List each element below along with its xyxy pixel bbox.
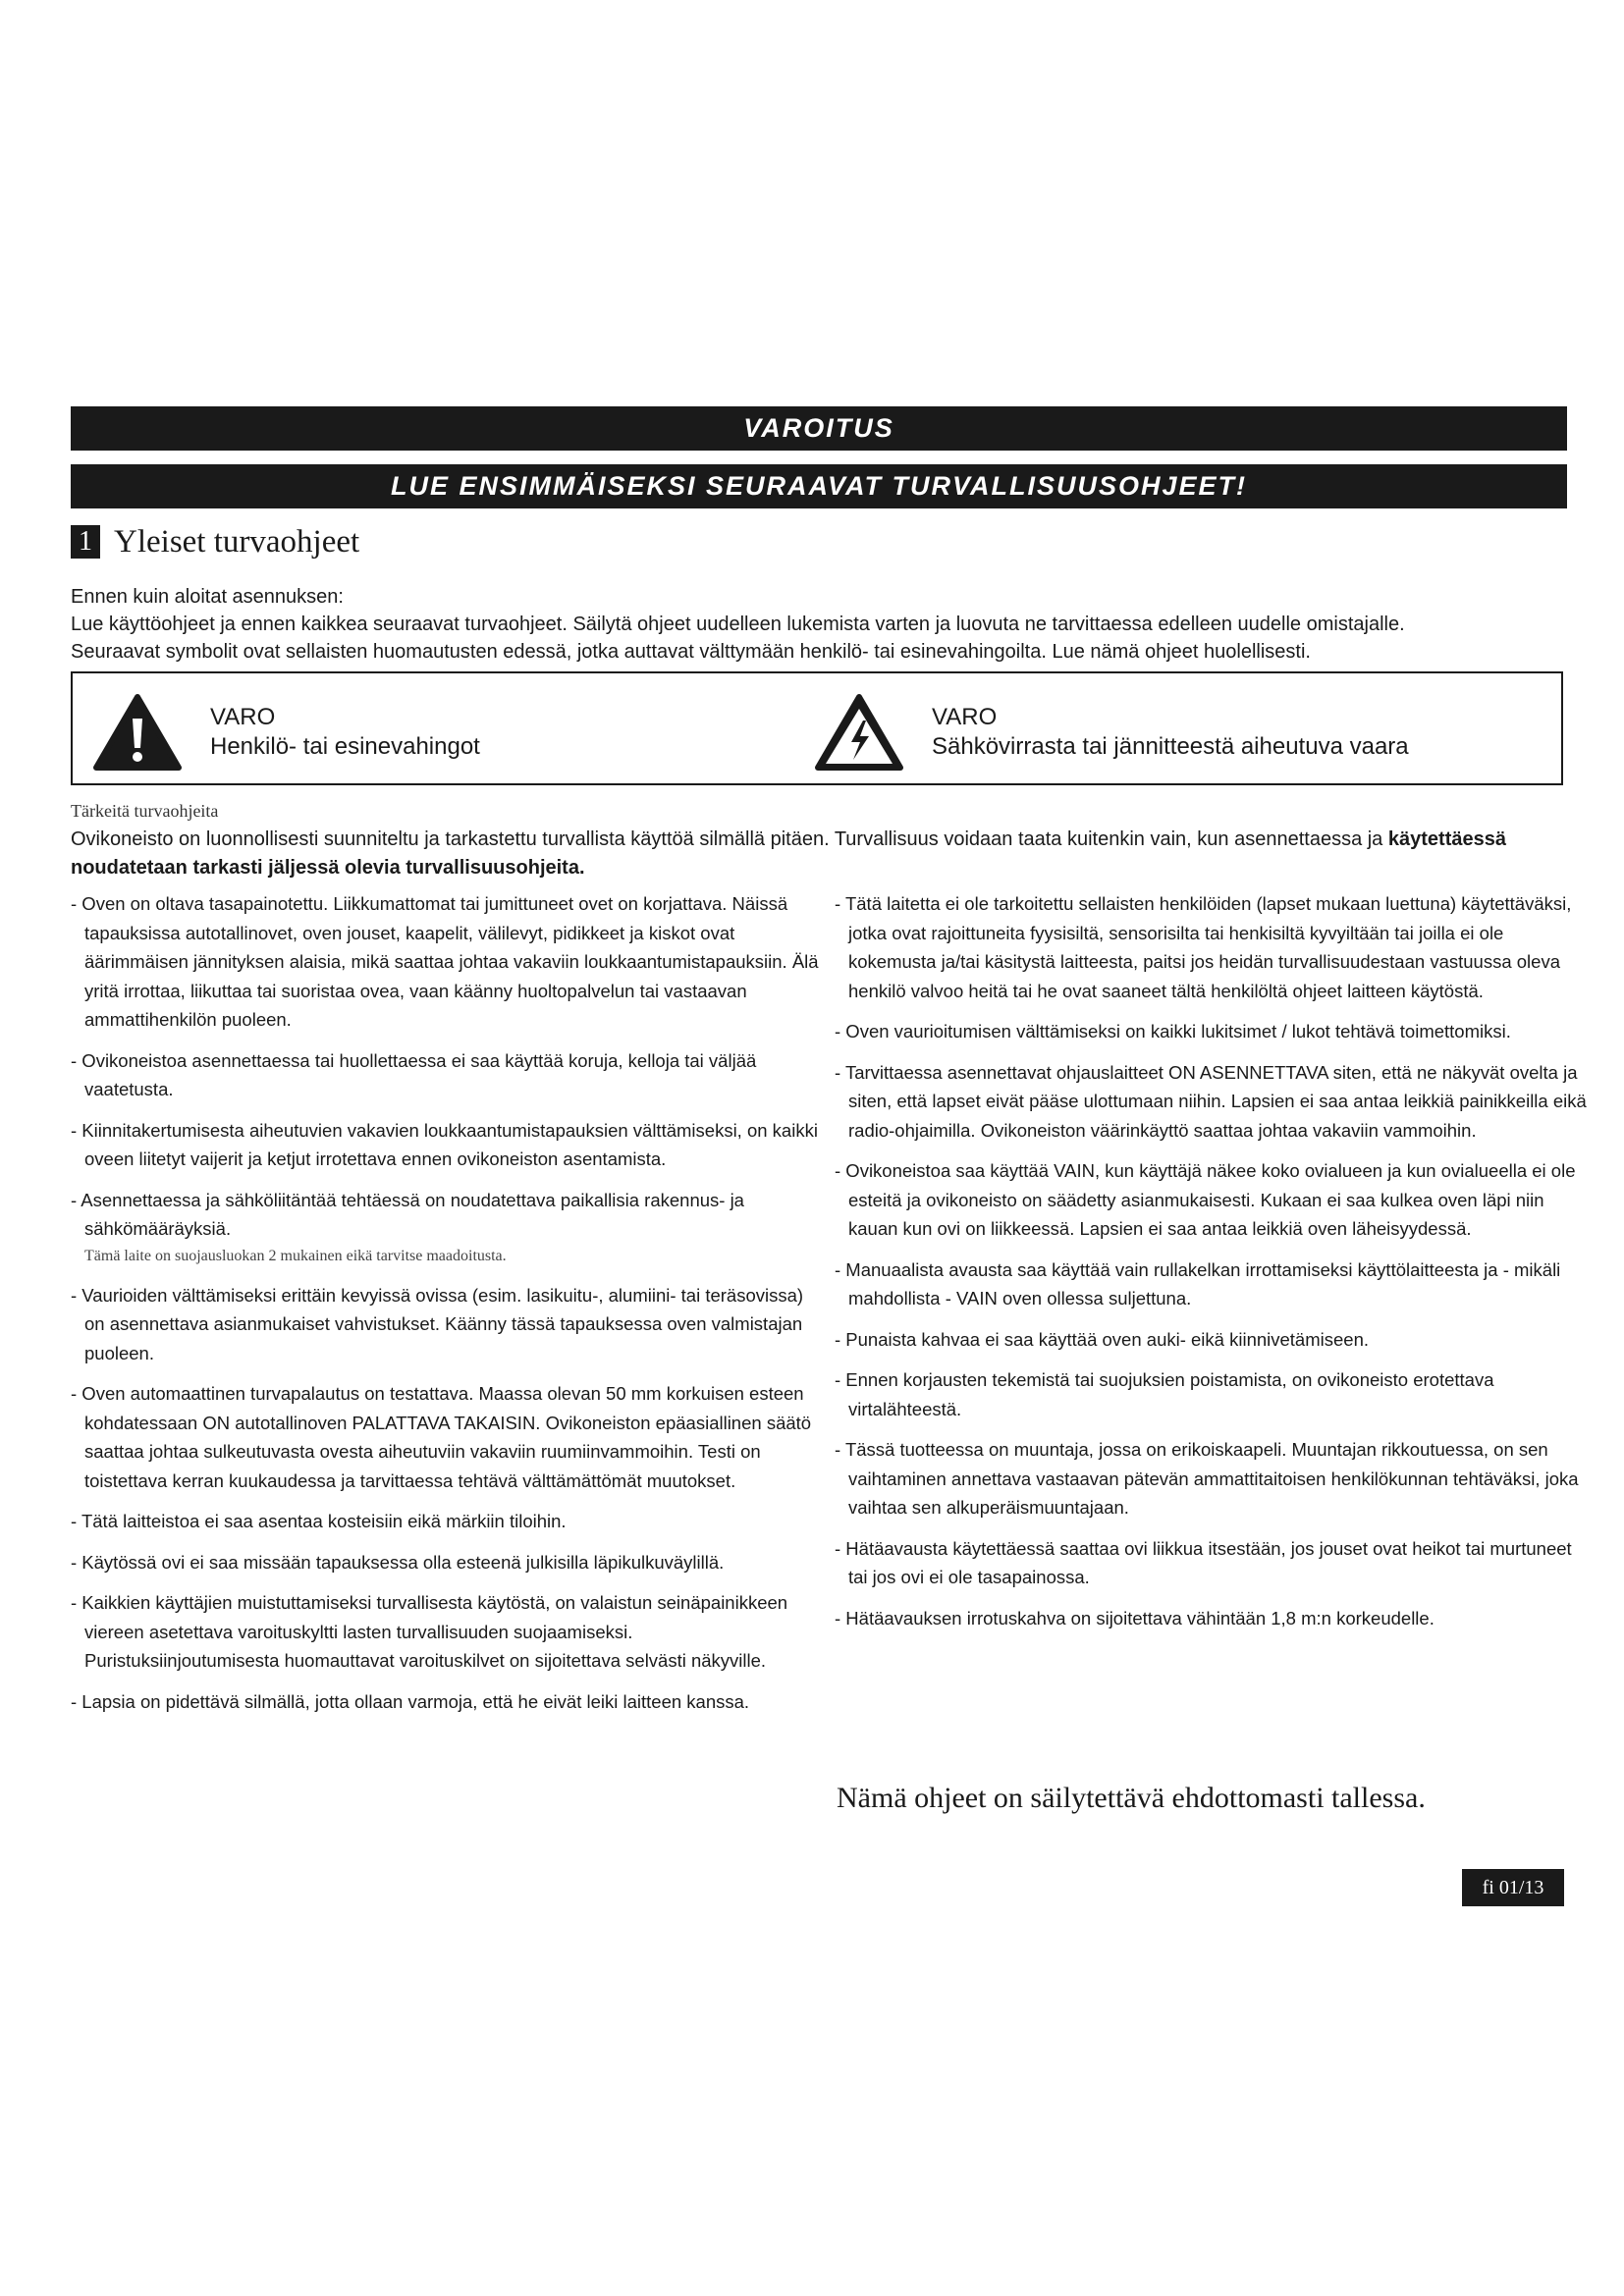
important-title: Tärkeitä turvaohjeita [71,801,219,821]
list-item: - Tässä tuotteessa on muuntaja, jossa on erikoiskaapeli. Muuntajan rikkoutuessa, on sen vaihtaminen annettava vastaavan pätevän ammattitaitoisen henkilökunnan tehtäväksi, joka vaihtaa sen alkuperäismuuntajaan. [835,1439,1579,1518]
list-item-note: Tämä laite on suojausluokan 2 mukainen eikä tarvitse maadoitusta. [84,1247,507,1264]
warning-personal-injury [92,693,480,772]
list-item: - Tätä laitteistoa ei saa asentaa kosteisiin eikä märkiin tiloihin. [71,1511,567,1531]
list-item: - Hätäavauksen irrotuskahva on sijoitettava vähintään 1,8 m:n korkeudelle. [835,1607,1435,1629]
left-column [71,889,827,1728]
closing-note: Nämä ohjeet on säilytettävä ehdottomasti tallessa. [837,1782,1426,1814]
warning-label: VARO [210,704,276,730]
list-item: - Ovikoneistoa asennettaessa tai huollettaessa ei saa käyttää koruja, kelloja tai väljää vaatetusta. [71,1049,757,1099]
exclamation-triangle-icon [92,693,183,772]
section-number: 1 [71,525,100,559]
list-item: - Punaista kahvaa ei saa käyttää oven auki- eikä kiinnivetämiseen. [835,1328,1369,1350]
list-item: - Ennen korjausten tekemistä tai suojuksien poistamista, on ovikoneisto erotettava virtalähteestä. [835,1369,1494,1419]
warning-description: Henkilö- tai esinevahingot [210,733,480,760]
section-title: Yleiset turvaohjeet [114,523,360,560]
list-item: - Oven on oltava tasapainotettu. Liikkumattomat tai jumittuneet ovet on korjattava. Näissä tapauksissa autotallinovet, oven jouset, kaapelit, välilevyt, pidikkeet ja kiskot ovat äärimmäisen jännityksen alaisia, mikä saattaa johtaa vakaviin loukkaantumistapauksiin. Älä yritä irrottaa, liikuttaa tai suoristaa ovea, vaan käänny huoltopalvelun tai vastaavan ammattihenkilön puoleen. [71,893,819,1030]
list-item: - Oven automaattinen turvapalautus on testattava. Maassa olevan 50 mm korkuisen esteen kohdatessaan ON autotallinoven PALATTAVA TAKAISIN. Ovikoneiston epäasiallinen säätö saattaa johtaa sulkeutuvasta ovesta aiheutuviin vakaviin ruumiinvammoihin. Testi on toistettava kerran kuukaudessa ja tarvittaessa tehtävä välttämättömät muutokset. [71,1383,812,1491]
intro-text [71,583,1573,666]
list-item: - Hätäavausta käytettäessä saattaa ovi liikkua itsestään, jos jouset ovat heikot tai murtuneet tai jos ovi ei ole tasapainossa. [835,1537,1572,1587]
list-item: - Kiinnitakertumisesta aiheutuvien vakavien loukkaantumistapauksien välttämiseksi, on kaikki oveen liitetyt vaijerit ja ketjut irrotettava ennen ovikoneiston asentamista. [71,1119,818,1169]
list-item: - Lapsia on pidettävä silmällä, jotta ollaan varmoja, että he eivät leiki laitteen kanssa. [71,1690,750,1712]
intro-line-2: Seuraavat symbolit ovat sellaisten huomautusten edessä, jotka auttavat välttymään henkilö- tai esinevahingoilta. Lue nämä ohjeet huolellisesti. [71,641,1311,663]
list-item: - Vaurioiden välttämiseksi erittäin kevyissä ovissa (esim. lasikuitu-, alumiini- tai teräsovissa) on asennettava asianmukaiset vahvistukset. Käänny tässä tapauksessa oven valmistajan puoleen. [71,1284,804,1363]
right-column [835,889,1591,1644]
list-item: - Oven vaurioitumisen välttämiseksi on kaikki lukitsimet / lukot tehtävä toimettomiksi. [835,1021,1511,1041]
section-heading [71,522,359,561]
important-text-bold: käytettäessä noudatetaan tarkasti jäljessä olevia turvallisuusohjeita. [71,828,1506,879]
warning-description: Sähkövirrasta tai jännitteestä aiheutuva vaara [932,733,1409,760]
important-text [71,826,1573,882]
list-item: - Kaikkien käyttäjien muistuttamiseksi turvallisesta käytöstä, on valaistun seinäpainikkeen viereen asetettava varoituskyltti lasten turvallisuuden suojaamiseksi. Puristuksiinjoutumisesta huomauttavat varoituskilvet on sijoitettava selvästi näkyville. [71,1592,788,1671]
list-item: - Ovikoneistoa saa käyttää VAIN, kun käyttäjä näkee koko ovialueen ja kun ovialueella ei ole esteitä ja ovikoneisto on säädetty asianmukaisesti. Kukaan ei saa kulkea oven läpi niin kauan kun ovi on liikkeessä. Lapsien ei saa antaa leikkiä oven läheisyydessä. [835,1160,1576,1239]
warning-title-bar: VAROITUS [71,406,1567,451]
warning-label: VARO [932,704,998,730]
intro-lead: Ennen kuin aloitat asennuksen: [71,586,344,608]
page-number: fi 01/13 [1462,1869,1564,1906]
important-text-plain: Ovikoneisto on luonnollisesti suunniteltu ja tarkastettu turvallista käyttöä silmällä pitäen. Turvallisuus voidaan taata kuitenkin vain, kun asennettaessa ja [71,828,1388,850]
list-item: - Tätä laitetta ei ole tarkoitettu sellaisten henkilöiden (lapset mukaan luettuna) käytettäväksi, jotka ovat rajoittuneita fyysisiltä, sensorisilta tai henkisiltä kyvyiltään tai joilla ei ole kokemusta ja/tai käsitystä laitteesta, paitsi jos heidän turvallisuudestaan vastuussa oleva henkilö valvoo heitä tai he ovat saaneet tältä henkilöltä ohjeet laitteen käytöstä. [835,893,1572,1001]
warning-symbols-box [71,671,1563,785]
list-item: - Asennettaessa ja sähköliitäntää tehtäessä on noudatettava paikallisia rakennus- ja sähkömääräyksiä. Tämä laite on suojausluokan 2 mukainen eikä tarvitse maadoitusta. [71,1186,827,1269]
list-item: - Käytössä ovi ei saa missään tapauksessa olla esteenä julkisilla läpikulkuväylillä. [71,1551,725,1573]
read-first-bar: LUE ENSIMMÄISEKSI SEURAAVAT TURVALLISUUSOHJEET! [71,464,1567,508]
intro-line-1: Lue käyttöohjeet ja ennen kaikkea seuraavat turvaohjeet. Säilytä ohjeet uudelleen lukemista varten ja luovuta ne tarvittaessa edelleen uudelle omistajalle. [71,614,1405,635]
warning-electrical-hazard [814,693,1409,772]
list-item: - Tarvittaessa asennettavat ohjauslaitteet ON ASENNETTAVA siten, että ne näkyvät ovelta ja siten, että lapset eivät pääse ulottumaan niihin. Lapsien ei saa antaa leikkiä painikkeilla eikä radio-ohjaimilla. Ovikoneiston väärinkäyttö saattaa johtaa vakaviin vammoihin. [835,1061,1587,1141]
high-voltage-triangle-icon [814,693,904,772]
list-item: - Manuaalista avausta saa käyttää vain rullakelkan irrottamiseksi käyttölaitteesta ja - mikäli mahdollista - VAIN oven ollessa suljettuna. [835,1258,1561,1308]
